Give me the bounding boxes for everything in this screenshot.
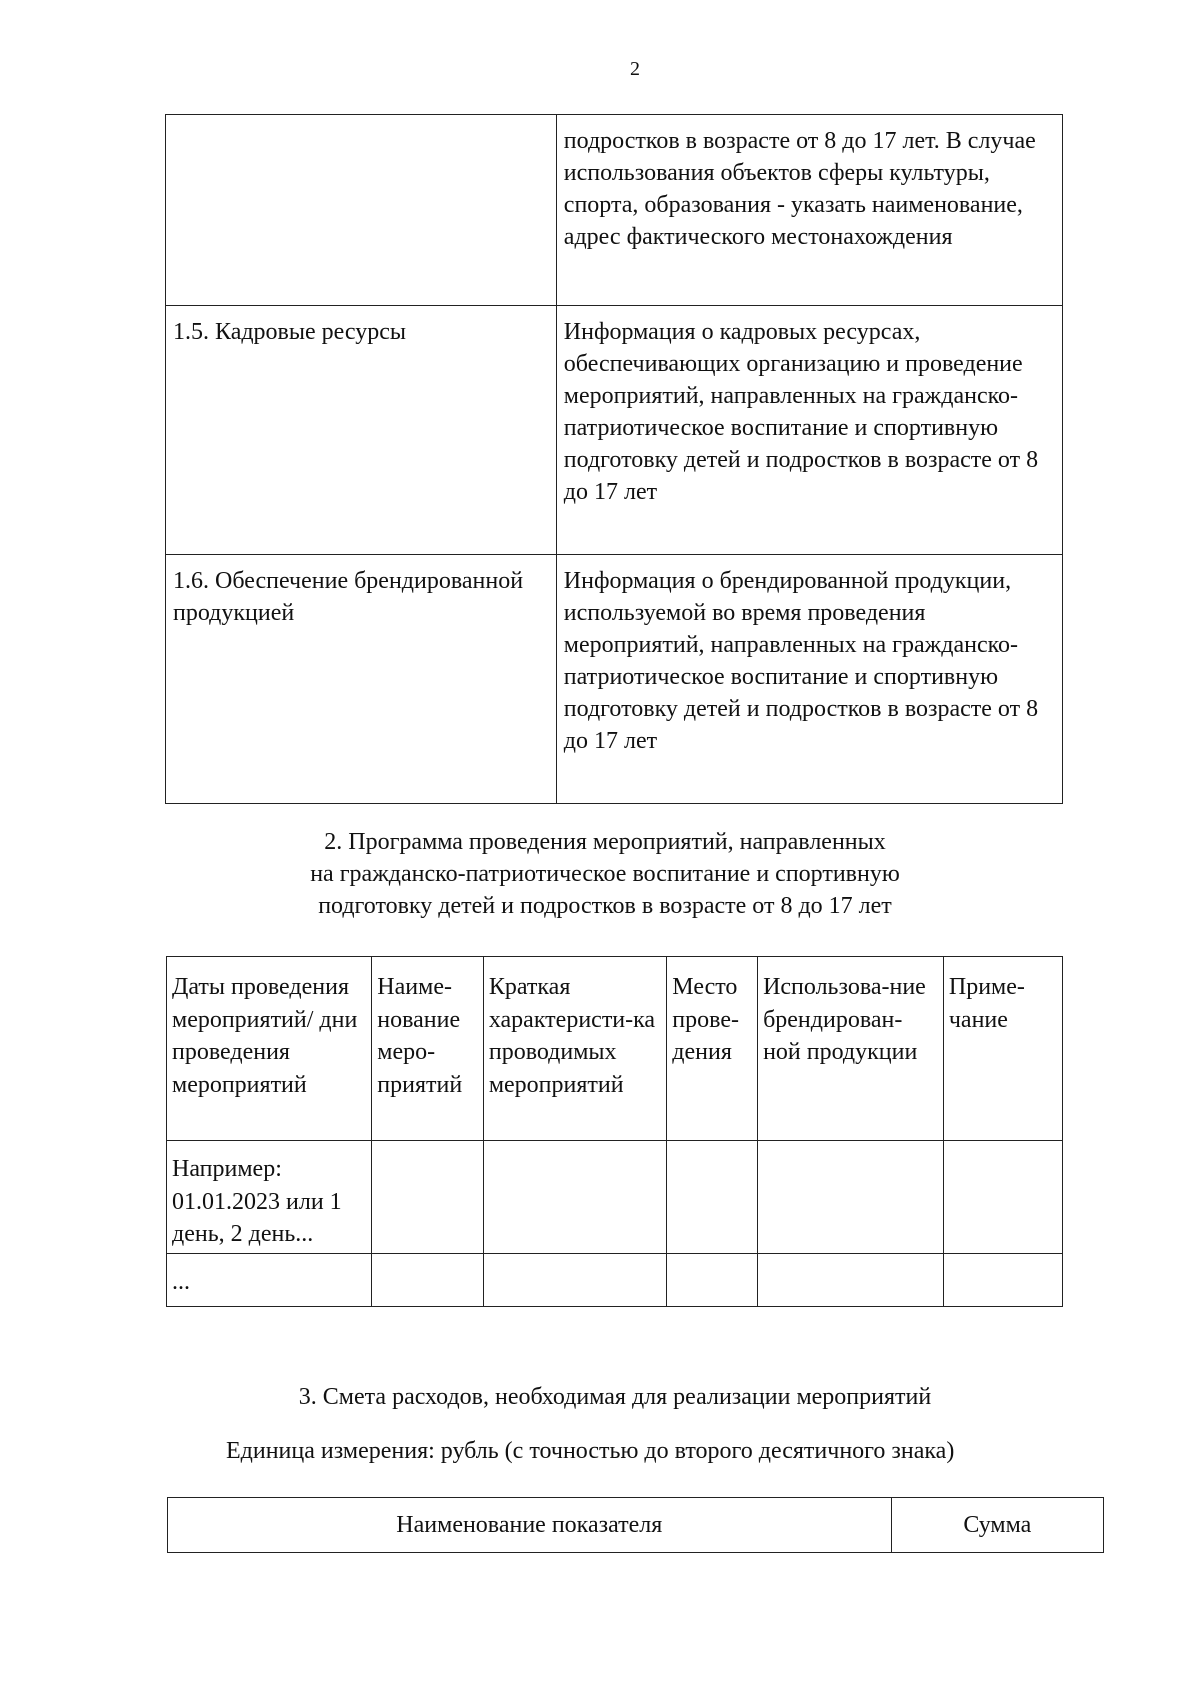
resources-table — [165, 114, 1063, 804]
row-label: 1.5. Кадровые ресурсы — [166, 306, 557, 555]
heading-line: подготовку детей и подростков в возрасте от 8 до 17 лет — [318, 893, 892, 919]
header-notes: Приме-чание — [943, 957, 1062, 1141]
header-sum: Сумма — [891, 1498, 1103, 1553]
row-description: подростков в возрасте от 8 до 17 лет. В случае использования объектов сферы культуры, спорта, образования - указать наименование, адрес фактического местонахождения — [556, 115, 1062, 306]
empty-cell — [483, 1141, 666, 1254]
table-row — [167, 1141, 1063, 1254]
header-row — [168, 1498, 1104, 1553]
empty-cell — [943, 1141, 1062, 1254]
row-description: Информация о кадровых ресурсах, обеспечивающих организацию и проведение мероприятий, направленных на гражданско-патриотическое воспитание и спортивную подготовку детей и подростков в возрасте от 8 до 17 лет — [556, 306, 1062, 555]
table-row — [167, 1253, 1063, 1306]
header-row — [167, 957, 1063, 1141]
empty-cell — [483, 1253, 666, 1306]
header-dates: Даты проведения мероприятий/ дни проведения мероприятий — [167, 957, 372, 1141]
header-location: Место прове-дения — [667, 957, 758, 1141]
row-description: Информация о брендированной продукции, используемой во время проведения мероприятий, направленных на гражданско-патриотическое воспитание и спортивную подготовку детей и подростков в возрасте от 8 до 17 лет — [556, 555, 1062, 804]
empty-cell — [758, 1253, 944, 1306]
row-label — [166, 115, 557, 306]
heading-line: на гражданско-патриотическое воспитание и спортивную — [310, 861, 900, 887]
empty-cell — [667, 1141, 758, 1254]
units-note: Единица измерения: рубль (с точностью до второго десятичного знака) — [226, 1438, 955, 1464]
program-table — [166, 956, 1063, 1307]
header-description: Краткая характеристи-ка проводимых мероприятий — [483, 957, 666, 1141]
header-name: Наиме-нование меро-приятий — [372, 957, 484, 1141]
empty-cell — [758, 1141, 944, 1254]
heading-line: 2. Программа проведения мероприятий, направленных — [324, 829, 886, 855]
ellipsis-cell: ... — [167, 1253, 372, 1306]
header-indicator: Наименование показателя — [168, 1498, 892, 1553]
empty-cell — [372, 1253, 484, 1306]
table-row — [166, 115, 1063, 306]
table-row — [166, 555, 1063, 804]
empty-cell — [667, 1253, 758, 1306]
section-2-heading — [0, 826, 1200, 922]
empty-cell — [943, 1253, 1062, 1306]
section-3-heading: 3. Смета расходов, необходимая для реализации мероприятий — [298, 1384, 932, 1410]
budget-table — [167, 1497, 1104, 1553]
table-row — [166, 306, 1063, 555]
example-cell: Например: 01.01.2023 или 1 день, 2 день... — [167, 1141, 372, 1254]
page-number: 2 — [630, 58, 640, 80]
empty-cell — [372, 1141, 484, 1254]
header-branded: Использова-ние брендирован-ной продукции — [758, 957, 944, 1141]
row-label: 1.6. Обеспечение брендированной продукцией — [166, 555, 557, 804]
